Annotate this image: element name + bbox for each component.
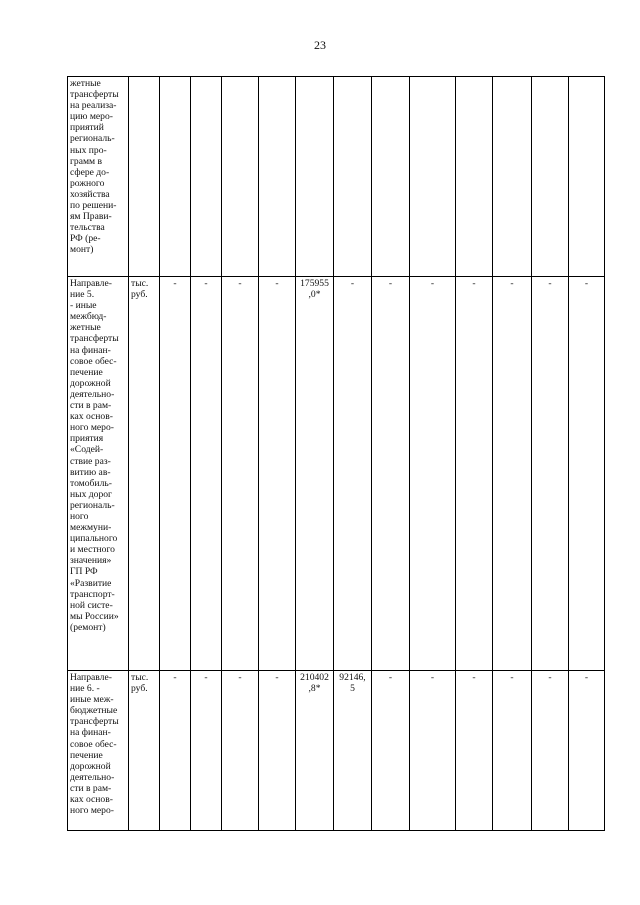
value-cell bbox=[372, 77, 410, 277]
text-line: деятельно- bbox=[70, 771, 115, 783]
text-line: на финан- bbox=[70, 344, 111, 356]
text-line: региональ- bbox=[70, 133, 115, 145]
text-line: на финан- bbox=[70, 727, 111, 739]
value-cell bbox=[410, 77, 456, 277]
text-line: ние 6. - bbox=[70, 683, 100, 695]
value-cell: - bbox=[456, 277, 493, 671]
value-cell bbox=[222, 77, 259, 277]
text-line: ных про- bbox=[70, 144, 107, 156]
value-cell: - bbox=[372, 671, 410, 831]
text-line: мы России» bbox=[70, 610, 119, 622]
text-line: томобиль- bbox=[70, 477, 112, 489]
value-cell: - bbox=[569, 671, 605, 831]
value-cell: 92146, 5 bbox=[334, 671, 372, 831]
value-cell: - bbox=[493, 671, 532, 831]
value-cell: - bbox=[569, 277, 605, 671]
text-line: приятия bbox=[70, 433, 104, 445]
text-line: иные меж- bbox=[70, 694, 114, 706]
value-cell: - bbox=[334, 277, 372, 671]
value-cell: - bbox=[456, 671, 493, 831]
text-line: трансферты bbox=[70, 333, 119, 345]
value-cell bbox=[191, 77, 222, 277]
text-line: сти в рам- bbox=[70, 782, 112, 794]
text-line: на реализа- bbox=[70, 100, 117, 112]
text-line: значения» bbox=[70, 555, 112, 567]
text-line: (ремонт) bbox=[70, 621, 106, 633]
text-line: ям Прави- bbox=[70, 211, 112, 223]
text-line: «Развитие bbox=[70, 577, 112, 589]
table-row bbox=[68, 671, 605, 831]
page-number: 23 bbox=[314, 38, 326, 52]
text-line: рожного bbox=[70, 177, 105, 189]
value-cell: - bbox=[532, 277, 569, 671]
text-line: ствие раз- bbox=[70, 455, 111, 467]
value-cell: - bbox=[191, 671, 222, 831]
value-cell: - bbox=[410, 277, 456, 671]
text-line: жетные bbox=[70, 78, 101, 89]
value-cell: - bbox=[493, 277, 532, 671]
value-cell bbox=[259, 77, 296, 277]
text-line: совое обес- bbox=[70, 738, 117, 750]
value-cell: - bbox=[372, 277, 410, 671]
text-line: дорожной bbox=[70, 760, 111, 772]
value-cell bbox=[160, 77, 191, 277]
text-line: ние 5. bbox=[70, 289, 95, 301]
value-cell bbox=[456, 77, 493, 277]
text-line: сфере до- bbox=[70, 166, 110, 178]
value-cell: - bbox=[222, 671, 259, 831]
value-cell bbox=[334, 77, 372, 277]
value-cell: - bbox=[259, 277, 296, 671]
text-line: совое обес- bbox=[70, 355, 117, 367]
text-line: и местного bbox=[70, 544, 115, 556]
unit-cell: тыс. руб. bbox=[129, 671, 160, 831]
text-line: Направле- bbox=[70, 278, 112, 289]
value-cell bbox=[493, 77, 532, 277]
value-cell: - bbox=[191, 277, 222, 671]
text-line: ного меро- bbox=[70, 422, 114, 434]
value-cell: - bbox=[160, 277, 191, 671]
value-cell: - bbox=[410, 671, 456, 831]
value-cell: - bbox=[222, 277, 259, 671]
text-line: трансферты bbox=[70, 89, 119, 101]
text-line: жетные bbox=[70, 322, 101, 334]
value-cell bbox=[532, 77, 569, 277]
text-line: сти в рам- bbox=[70, 400, 112, 412]
unit-cell: тыс. руб. bbox=[129, 277, 160, 671]
text-line: ках основ- bbox=[70, 411, 113, 423]
text-line: трансферты bbox=[70, 716, 119, 728]
text-line: - иные bbox=[70, 300, 97, 312]
text-line: «Содей- bbox=[70, 444, 104, 456]
text-line: деятельно- bbox=[70, 388, 115, 400]
value-cell: - bbox=[160, 671, 191, 831]
value-cell: - bbox=[259, 671, 296, 831]
text-line: бюджетные bbox=[70, 705, 118, 717]
value-cell: 210402 ,8* bbox=[296, 671, 334, 831]
text-line: печение bbox=[70, 749, 103, 761]
text-line: печение bbox=[70, 366, 103, 378]
text-line: хозяйства bbox=[70, 188, 110, 200]
text-line: ной систе- bbox=[70, 599, 113, 611]
text-line: ципального bbox=[70, 533, 118, 545]
value-cell bbox=[569, 77, 605, 277]
text-line: дорожной bbox=[70, 377, 111, 389]
text-line: тельства bbox=[70, 222, 105, 234]
table-row bbox=[68, 277, 605, 671]
text-line: витию ав- bbox=[70, 466, 111, 478]
text-line: региональ- bbox=[70, 499, 115, 511]
value-cell: 175955 ,0* bbox=[296, 277, 334, 671]
text-line: грамм в bbox=[70, 155, 103, 167]
text-line: ного меро- bbox=[70, 805, 114, 817]
row-name-cell bbox=[68, 77, 129, 277]
text-line: Направле- bbox=[70, 672, 112, 683]
text-line: транспорт- bbox=[70, 588, 115, 600]
text-line: по решени- bbox=[70, 200, 117, 212]
text-line: межбюд- bbox=[70, 311, 107, 323]
unit-cell bbox=[129, 77, 160, 277]
text-line: ках основ- bbox=[70, 794, 113, 806]
text-line: ного bbox=[70, 510, 89, 522]
row-name-cell bbox=[68, 671, 129, 831]
text-line: цию меро- bbox=[70, 111, 113, 123]
data-table bbox=[67, 76, 605, 831]
value-cell: - bbox=[532, 671, 569, 831]
text-line: приятий bbox=[70, 122, 104, 134]
value-cell bbox=[296, 77, 334, 277]
text-line: межмуни- bbox=[70, 522, 112, 534]
text-line: монт) bbox=[70, 244, 94, 256]
text-line: ГП РФ bbox=[70, 566, 98, 578]
text-line: РФ (ре- bbox=[70, 233, 101, 245]
text-line: ных дорог bbox=[70, 488, 112, 500]
table-row bbox=[68, 77, 605, 277]
row-name-cell bbox=[68, 277, 129, 671]
